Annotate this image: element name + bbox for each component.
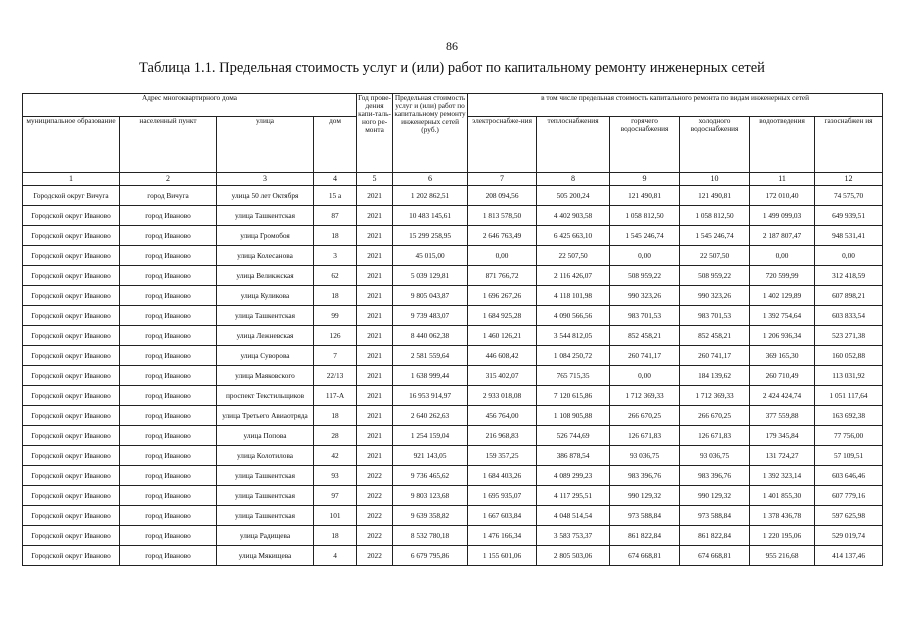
cell-heating: 2 805 503,06 (537, 546, 610, 566)
table-title: Таблица 1.1. Предельная стоимость услуг и (или) работ по капитальному ремонту инженерных сетей (139, 60, 765, 76)
cell-year: 2021 (357, 186, 393, 206)
table-row (23, 406, 883, 426)
header-street: улица (217, 117, 314, 173)
cell-hot-water: 260 741,17 (610, 346, 680, 366)
cell-street: улица Громобоя (217, 226, 314, 246)
column-number: 8 (537, 173, 610, 186)
cell-street: улица Ташкентская (217, 206, 314, 226)
cell-settlement: город Иваново (120, 466, 217, 486)
cell-sewerage: 1 392 323,14 (750, 466, 815, 486)
cell-street: улица 50 лет Октября (217, 186, 314, 206)
cell-total-cost: 9 803 123,68 (393, 486, 468, 506)
cell-settlement: город Иваново (120, 226, 217, 246)
cell-gas: 649 939,51 (815, 206, 883, 226)
cell-electricity: 1 155 601,06 (468, 546, 537, 566)
cell-electricity: 1 813 578,50 (468, 206, 537, 226)
cell-sewerage: 179 345,84 (750, 426, 815, 446)
cell-heating: 386 878,54 (537, 446, 610, 466)
cell-settlement: город Иваново (120, 426, 217, 446)
cell-total-cost: 9 805 043,87 (393, 286, 468, 306)
cell-sewerage: 172 010,40 (750, 186, 815, 206)
cell-hot-water: 861 822,84 (610, 526, 680, 546)
cell-cold-water: 22 507,50 (680, 246, 750, 266)
table-row (23, 246, 883, 266)
header-breakdown-group: в том числе предельная стоимость капитального ремонта по видам инженерных сетей (468, 94, 883, 117)
cell-cold-water: 983 701,53 (680, 306, 750, 326)
header-settlement: населенный пункт (120, 117, 217, 173)
cell-total-cost: 9 736 465,62 (393, 466, 468, 486)
cell-municipality: Городской округ Иваново (23, 486, 120, 506)
cell-hot-water: 674 668,81 (610, 546, 680, 566)
cell-settlement: город Иваново (120, 326, 217, 346)
table-row (23, 286, 883, 306)
cell-year: 2021 (357, 426, 393, 446)
table-row (23, 226, 883, 246)
cell-electricity: 871 766,72 (468, 266, 537, 286)
cell-heating: 2 116 426,07 (537, 266, 610, 286)
cell-settlement: город Иваново (120, 206, 217, 226)
cell-street: улица Третьего Авиаотряда (217, 406, 314, 426)
cell-year: 2021 (357, 286, 393, 306)
cell-house: 97 (314, 486, 357, 506)
cell-year: 2021 (357, 206, 393, 226)
cell-street: улица Великжская (217, 266, 314, 286)
cell-house: 22/13 (314, 366, 357, 386)
cell-gas: 607 779,16 (815, 486, 883, 506)
cell-gas: 1 051 117,64 (815, 386, 883, 406)
cell-sewerage: 2 424 424,74 (750, 386, 815, 406)
cell-electricity: 2 933 018,08 (468, 386, 537, 406)
cell-heating: 3 544 812,05 (537, 326, 610, 346)
cell-cold-water: 852 458,21 (680, 326, 750, 346)
cell-hot-water: 266 670,25 (610, 406, 680, 426)
table-row (23, 266, 883, 286)
table-row (23, 346, 883, 366)
cell-total-cost: 8 532 780,18 (393, 526, 468, 546)
cell-sewerage: 1 206 936,34 (750, 326, 815, 346)
cell-total-cost: 1 202 862,51 (393, 186, 468, 206)
cell-total-cost: 9 739 483,07 (393, 306, 468, 326)
column-number: 3 (217, 173, 314, 186)
cell-total-cost: 1 254 159,04 (393, 426, 468, 446)
cell-total-cost: 16 953 914,97 (393, 386, 468, 406)
column-number: 6 (393, 173, 468, 186)
cell-municipality: Городской округ Иваново (23, 366, 120, 386)
table-row (23, 386, 883, 406)
cell-house: 99 (314, 306, 357, 326)
header-municipality: муниципальное образование (23, 117, 120, 173)
cell-heating: 6 425 663,10 (537, 226, 610, 246)
header-total-cost: Предельная стоимость услуг и (или) работ по капитальному ремонту инженерных сетей (руб.) (393, 94, 468, 173)
cell-year: 2022 (357, 546, 393, 566)
cell-settlement: город Иваново (120, 266, 217, 286)
cell-cold-water: 266 670,25 (680, 406, 750, 426)
cell-total-cost: 8 440 062,38 (393, 326, 468, 346)
column-number: 2 (120, 173, 217, 186)
table-row (23, 466, 883, 486)
cell-house: 93 (314, 466, 357, 486)
cell-hot-water: 508 959,22 (610, 266, 680, 286)
cell-street: улица Лежневская (217, 326, 314, 346)
cell-sewerage: 1 392 754,64 (750, 306, 815, 326)
cost-table (22, 93, 883, 566)
cell-house: 87 (314, 206, 357, 226)
cell-total-cost: 1 638 999,44 (393, 366, 468, 386)
cell-gas: 948 531,41 (815, 226, 883, 246)
cell-municipality: Городской округ Иваново (23, 246, 120, 266)
cell-hot-water: 1 058 812,50 (610, 206, 680, 226)
cell-electricity: 1 684 403,26 (468, 466, 537, 486)
cell-house: 117-А (314, 386, 357, 406)
cell-settlement: город Иваново (120, 246, 217, 266)
cell-hot-water: 1 545 246,74 (610, 226, 680, 246)
cell-sewerage: 1 220 195,06 (750, 526, 815, 546)
cell-street: улица Ташкентская (217, 486, 314, 506)
cell-cold-water: 861 822,84 (680, 526, 750, 546)
cell-gas: 607 898,21 (815, 286, 883, 306)
column-number: 11 (750, 173, 815, 186)
cell-year: 2022 (357, 466, 393, 486)
page-number: 86 (446, 39, 458, 53)
table-row (23, 446, 883, 466)
cell-settlement: город Иваново (120, 526, 217, 546)
header-hot-water: горячего водоснабжения (610, 117, 680, 173)
cell-municipality: Городской округ Иваново (23, 346, 120, 366)
cell-gas: 77 756,00 (815, 426, 883, 446)
cell-street: улица Куликова (217, 286, 314, 306)
cell-electricity: 446 608,42 (468, 346, 537, 366)
cell-sewerage: 1 378 436,78 (750, 506, 815, 526)
cell-electricity: 0,00 (468, 246, 537, 266)
cell-year: 2021 (357, 246, 393, 266)
cell-total-cost: 9 639 358,82 (393, 506, 468, 526)
cell-hot-water: 973 588,84 (610, 506, 680, 526)
cell-gas: 163 692,38 (815, 406, 883, 426)
cell-heating: 4 402 903,58 (537, 206, 610, 226)
cell-sewerage: 2 187 807,47 (750, 226, 815, 246)
cell-heating: 1 108 905,88 (537, 406, 610, 426)
cell-house: 18 (314, 526, 357, 546)
cell-municipality: Городской округ Иваново (23, 446, 120, 466)
cell-year: 2022 (357, 486, 393, 506)
cell-electricity: 456 764,00 (468, 406, 537, 426)
table-row (23, 426, 883, 446)
cell-total-cost: 921 143,05 (393, 446, 468, 466)
cell-hot-water: 983 701,53 (610, 306, 680, 326)
cell-heating: 4 117 295,51 (537, 486, 610, 506)
cell-electricity: 208 094,56 (468, 186, 537, 206)
cell-house: 18 (314, 226, 357, 246)
cell-sewerage: 1 499 099,03 (750, 206, 815, 226)
cell-house: 3 (314, 246, 357, 266)
cell-cold-water: 973 588,84 (680, 506, 750, 526)
cell-hot-water: 1 712 369,33 (610, 386, 680, 406)
cell-settlement: город Вичуга (120, 186, 217, 206)
cell-electricity: 1 667 603,84 (468, 506, 537, 526)
cell-municipality: Городской округ Иваново (23, 326, 120, 346)
cell-municipality: Городской округ Иваново (23, 526, 120, 546)
cell-street: улица Суворова (217, 346, 314, 366)
cell-sewerage: 260 710,49 (750, 366, 815, 386)
cell-hot-water: 990 323,26 (610, 286, 680, 306)
cell-cold-water: 990 129,32 (680, 486, 750, 506)
header-cold-water: холодного водоснабжения (680, 117, 750, 173)
column-number: 1 (23, 173, 120, 186)
cell-year: 2021 (357, 406, 393, 426)
cell-year: 2022 (357, 526, 393, 546)
column-number: 9 (610, 173, 680, 186)
table-row (23, 486, 883, 506)
cell-house: 18 (314, 286, 357, 306)
table-row (23, 326, 883, 346)
cell-electricity: 1 684 925,28 (468, 306, 537, 326)
cell-street: улица Ташкентская (217, 466, 314, 486)
cell-settlement: город Иваново (120, 366, 217, 386)
cell-heating: 7 120 615,86 (537, 386, 610, 406)
cell-cold-water: 184 139,62 (680, 366, 750, 386)
table-row (23, 546, 883, 566)
cell-sewerage: 369 165,30 (750, 346, 815, 366)
cell-sewerage: 1 402 129,89 (750, 286, 815, 306)
cell-street: проспект Текстильщиков (217, 386, 314, 406)
cell-electricity: 315 402,07 (468, 366, 537, 386)
cell-settlement: город Иваново (120, 386, 217, 406)
cell-house: 101 (314, 506, 357, 526)
cell-gas: 603 646,46 (815, 466, 883, 486)
cell-municipality: Городской округ Иваново (23, 306, 120, 326)
cell-heating: 4 118 101,98 (537, 286, 610, 306)
cell-settlement: город Иваново (120, 346, 217, 366)
cell-hot-water: 121 490,81 (610, 186, 680, 206)
table-row (23, 526, 883, 546)
cell-total-cost: 2 640 262,63 (393, 406, 468, 426)
header-year: Год прове-дения капи-таль-ного ре-монта (357, 94, 393, 173)
cell-gas: 523 271,38 (815, 326, 883, 346)
cell-electricity: 1 460 126,21 (468, 326, 537, 346)
cell-sewerage: 377 559,88 (750, 406, 815, 426)
cell-municipality: Городской округ Иваново (23, 426, 120, 446)
cell-total-cost: 10 483 145,61 (393, 206, 468, 226)
cell-municipality: Городской округ Иваново (23, 386, 120, 406)
cell-gas: 603 833,54 (815, 306, 883, 326)
cell-cold-water: 674 668,81 (680, 546, 750, 566)
cell-heating: 3 583 753,37 (537, 526, 610, 546)
cell-total-cost: 15 299 258,95 (393, 226, 468, 246)
cell-gas: 312 418,59 (815, 266, 883, 286)
cell-gas: 57 109,51 (815, 446, 883, 466)
cell-year: 2021 (357, 226, 393, 246)
cell-sewerage: 955 216,68 (750, 546, 815, 566)
cell-street: улица Радищева (217, 526, 314, 546)
header-house: дом (314, 117, 357, 173)
cell-street: улица Колотилова (217, 446, 314, 466)
cell-house: 126 (314, 326, 357, 346)
cell-cold-water: 260 741,17 (680, 346, 750, 366)
cell-year: 2021 (357, 366, 393, 386)
cell-hot-water: 990 129,32 (610, 486, 680, 506)
cell-year: 2021 (357, 346, 393, 366)
cell-gas: 597 625,98 (815, 506, 883, 526)
cell-municipality: Городской округ Иваново (23, 226, 120, 246)
cell-street: улица Мякищева (217, 546, 314, 566)
cell-electricity: 159 357,25 (468, 446, 537, 466)
cell-cold-water: 508 959,22 (680, 266, 750, 286)
column-number: 5 (357, 173, 393, 186)
cell-municipality: Городской округ Иваново (23, 206, 120, 226)
cell-year: 2021 (357, 386, 393, 406)
cell-hot-water: 852 458,21 (610, 326, 680, 346)
cell-cold-water: 121 490,81 (680, 186, 750, 206)
cell-house: 28 (314, 426, 357, 446)
cell-cold-water: 990 323,26 (680, 286, 750, 306)
cell-sewerage: 0,00 (750, 246, 815, 266)
cell-house: 42 (314, 446, 357, 466)
cell-cold-water: 983 396,76 (680, 466, 750, 486)
cell-gas: 529 019,74 (815, 526, 883, 546)
header-electricity: электроснабже-ния (468, 117, 537, 173)
cell-electricity: 1 476 166,34 (468, 526, 537, 546)
cell-gas: 74 575,70 (815, 186, 883, 206)
cell-municipality: Городской округ Иваново (23, 266, 120, 286)
cell-sewerage: 720 599,99 (750, 266, 815, 286)
cell-hot-water: 93 036,75 (610, 446, 680, 466)
cell-electricity: 1 695 935,07 (468, 486, 537, 506)
cell-house: 4 (314, 546, 357, 566)
cell-heating: 4 090 566,56 (537, 306, 610, 326)
table-row (23, 206, 883, 226)
cell-gas: 160 052,88 (815, 346, 883, 366)
cell-year: 2021 (357, 446, 393, 466)
cell-electricity: 216 968,83 (468, 426, 537, 446)
table-row (23, 186, 883, 206)
header-heating: теплоснабжения (537, 117, 610, 173)
column-number-row (23, 173, 883, 186)
cell-cold-water: 93 036,75 (680, 446, 750, 466)
cell-settlement: город Иваново (120, 546, 217, 566)
cell-gas: 414 137,46 (815, 546, 883, 566)
cell-cold-water: 126 671,83 (680, 426, 750, 446)
cell-municipality: Городской округ Иваново (23, 546, 120, 566)
cell-hot-water: 126 671,83 (610, 426, 680, 446)
cell-municipality: Городской округ Иваново (23, 506, 120, 526)
column-number: 12 (815, 173, 883, 186)
cell-house: 18 (314, 406, 357, 426)
cell-year: 2021 (357, 266, 393, 286)
cell-municipality: Городской округ Иваново (23, 466, 120, 486)
table-row (23, 506, 883, 526)
cell-heating: 1 084 250,72 (537, 346, 610, 366)
cell-house: 62 (314, 266, 357, 286)
cell-settlement: город Иваново (120, 406, 217, 426)
column-number: 7 (468, 173, 537, 186)
cell-street: улица Маяковского (217, 366, 314, 386)
cell-house: 7 (314, 346, 357, 366)
header-address-group: Адрес многоквартирного дома (23, 94, 357, 117)
cell-total-cost: 2 581 559,64 (393, 346, 468, 366)
cell-year: 2021 (357, 306, 393, 326)
cell-house: 15 а (314, 186, 357, 206)
table-row (23, 306, 883, 326)
cell-total-cost: 6 679 795,86 (393, 546, 468, 566)
cell-heating: 505 200,24 (537, 186, 610, 206)
cell-municipality: Городской округ Иваново (23, 406, 120, 426)
cell-street: улица Ташкентская (217, 506, 314, 526)
column-number: 10 (680, 173, 750, 186)
cell-cold-water: 1 545 246,74 (680, 226, 750, 246)
cell-sewerage: 131 724,27 (750, 446, 815, 466)
table-body (23, 186, 883, 566)
header-sewerage: водоотведения (750, 117, 815, 173)
cell-heating: 526 744,69 (537, 426, 610, 446)
cell-gas: 0,00 (815, 246, 883, 266)
cell-settlement: город Иваново (120, 306, 217, 326)
cell-hot-water: 0,00 (610, 246, 680, 266)
cell-sewerage: 1 401 855,30 (750, 486, 815, 506)
cell-cold-water: 1 058 812,50 (680, 206, 750, 226)
cell-settlement: город Иваново (120, 486, 217, 506)
cell-hot-water: 983 396,76 (610, 466, 680, 486)
cell-hot-water: 0,00 (610, 366, 680, 386)
cell-total-cost: 45 015,00 (393, 246, 468, 266)
cell-settlement: город Иваново (120, 286, 217, 306)
cell-settlement: город Иваново (120, 506, 217, 526)
cell-municipality: Городской округ Иваново (23, 286, 120, 306)
cell-heating: 22 507,50 (537, 246, 610, 266)
cell-municipality: Городской округ Вичуга (23, 186, 120, 206)
cell-year: 2021 (357, 326, 393, 346)
cell-street: улица Ташкентская (217, 306, 314, 326)
cell-heating: 4 089 299,23 (537, 466, 610, 486)
cell-settlement: город Иваново (120, 446, 217, 466)
cell-street: улица Колесанова (217, 246, 314, 266)
column-number: 4 (314, 173, 357, 186)
cell-gas: 113 031,92 (815, 366, 883, 386)
cell-year: 2022 (357, 506, 393, 526)
cell-street: улица Попова (217, 426, 314, 446)
cell-heating: 4 048 514,54 (537, 506, 610, 526)
cell-electricity: 1 696 267,26 (468, 286, 537, 306)
cell-heating: 765 715,35 (537, 366, 610, 386)
cell-cold-water: 1 712 369,33 (680, 386, 750, 406)
header-gas: газоснабжен ия (815, 117, 883, 173)
cell-total-cost: 5 039 129,81 (393, 266, 468, 286)
cell-electricity: 2 646 763,49 (468, 226, 537, 246)
table-row (23, 366, 883, 386)
